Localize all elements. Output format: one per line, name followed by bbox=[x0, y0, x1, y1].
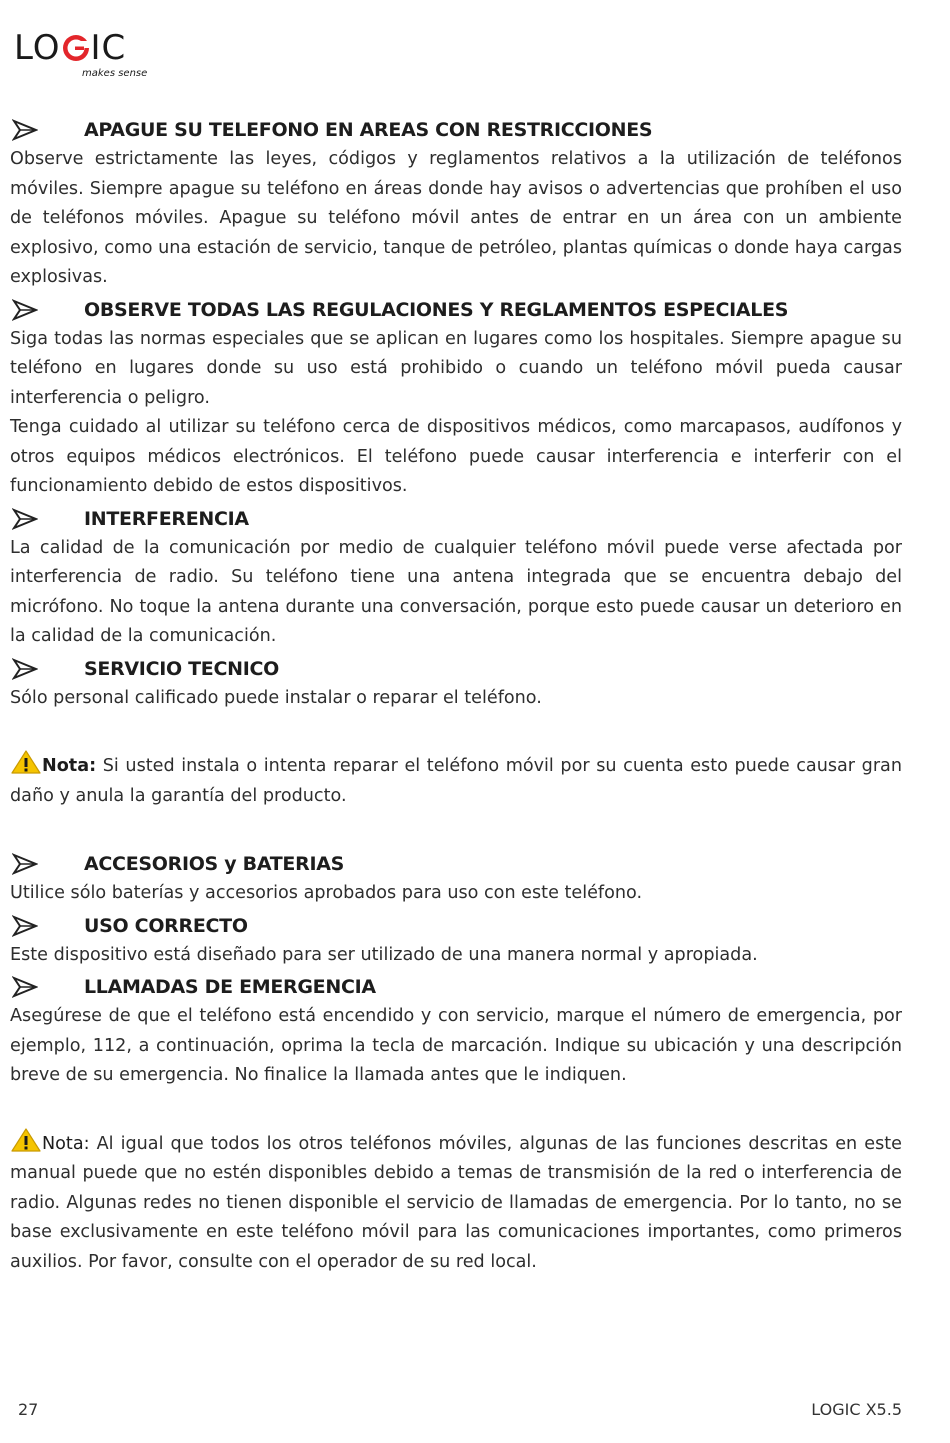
spacer bbox=[10, 1091, 902, 1127]
arrow-bullet-icon bbox=[12, 299, 38, 321]
note-label: Nota: bbox=[42, 1133, 90, 1154]
arrow-bullet-icon bbox=[12, 976, 38, 998]
note-block bbox=[10, 1127, 902, 1278]
note-text: Si usted instala o intenta reparar el teléfono móvil por su cuenta esto puede causar gran daño y anula la garantía del producto. bbox=[10, 756, 902, 806]
logo-tagline: makes sense bbox=[82, 68, 148, 79]
section-heading bbox=[10, 115, 902, 145]
arrow-bullet-icon bbox=[12, 658, 38, 680]
section-heading bbox=[10, 504, 902, 534]
logo-g-icon bbox=[62, 34, 90, 62]
spacer bbox=[10, 713, 902, 749]
arrow-bullet-icon bbox=[12, 915, 38, 937]
logo-wordmark bbox=[14, 28, 154, 68]
section-title: ACCESORIOS y BATERIAS bbox=[84, 853, 344, 875]
arrow-bullet-icon bbox=[12, 508, 38, 530]
section-paragraph: Sólo personal calificado puede instalar o reparar el teléfono. bbox=[10, 687, 542, 708]
section-paragraph: Asegúrese de que el teléfono está encendido y con servicio, marque el número de emergencia, por ejemplo, 112, a continuación, oprima la tecla de marcación. Indique su ubicación y una descripción breve de su emergencia. No finalice la llamada antes que le indiquen. bbox=[10, 1006, 902, 1085]
warning-icon bbox=[10, 749, 42, 775]
spacer bbox=[10, 811, 902, 847]
section-title: INTERFERENCIA bbox=[84, 507, 249, 530]
section-paragraph: Utilice sólo baterías y accesorios aprobados para uso con este teléfono. bbox=[10, 883, 643, 903]
page-number: 27 bbox=[18, 1400, 39, 1419]
section-paragraph: Tenga cuidado al utilizar su teléfono cerca de dispositivos médicos, como marcapasos, audífonos y otros equipos médicos electrónicos. El teléfono puede causar interferencia e interferir con el funcionamiento debido de estos dispositivos. bbox=[10, 417, 902, 496]
warning-icon bbox=[10, 1127, 42, 1153]
section-paragraph: Observe estrictamente las leyes, códigos y reglamentos relativos a la utilización de teléfonos móviles. Siempre apague su teléfono en áreas donde hay avisos o advertencias que prohíben el uso de teléfonos móviles. Apague su teléfono móvil antes de entrar en un área con un ambiente explosivo, como una estación de servicio, tanque de petróleo, plantas químicas o donde haya cargas explosivas. bbox=[10, 149, 902, 287]
note-label: Nota: bbox=[42, 756, 97, 776]
section-title: SERVICIO TECNICO bbox=[84, 657, 279, 680]
footer-model: LOGIC X5.5 bbox=[811, 1400, 902, 1419]
logo-text-post: IC bbox=[90, 28, 127, 68]
section-heading bbox=[10, 911, 902, 941]
section-title: APAGUE SU TELEFONO EN AREAS CON RESTRICCIONES bbox=[84, 119, 653, 141]
arrow-bullet-icon bbox=[12, 853, 38, 875]
page-content bbox=[10, 113, 902, 1277]
section-paragraph: La calidad de la comunicación por medio de cualquier teléfono móvil puede verse afectada por interferencia de radio. Su teléfono tiene una antena integrada que se encuentra debajo del micrófono. No toque la antena durante una conversación, porque esto puede causar un deterioro en la calidad de la comunicación. bbox=[10, 537, 902, 646]
section-title: LLAMADAS DE EMERGENCIA bbox=[84, 976, 376, 998]
section-paragraph: Este dispositivo está diseñado para ser utilizado de una manera normal y apropiada. bbox=[10, 944, 758, 965]
arrow-bullet-icon bbox=[12, 119, 38, 141]
section-heading bbox=[10, 972, 902, 1002]
section-heading bbox=[10, 849, 902, 879]
section-paragraph: Siga todas las normas especiales que se aplican en lugares como los hospitales. Siempre apague su teléfono en lugares donde su uso está prohibido o cuando un teléfono móvil pueda causar interferencia o peligro. bbox=[10, 328, 902, 408]
section-heading bbox=[10, 654, 902, 684]
note-block bbox=[10, 749, 902, 811]
section-title: OBSERVE TODAS LAS REGULACIONES Y REGLAMENTOS ESPECIALES bbox=[84, 298, 789, 321]
logo-text-pre: LO bbox=[14, 28, 61, 68]
section-title: USO CORRECTO bbox=[84, 914, 248, 937]
section-heading bbox=[10, 295, 902, 325]
logo bbox=[14, 28, 154, 84]
note-text: Al igual que todos los otros teléfonos móviles, algunas de las funciones descritas en este manual puede que no estén disponibles debido a temas de transmisión de la red o interferencia de radio. Algunas redes no tienen disponible el servicio de llamadas de emergencia. Por lo tanto, no se base exclusivamente en este teléfono móvil para las comunicaciones importantes, como primeros auxilios. Por favor, consulte con el operador de su red local. bbox=[10, 1133, 902, 1272]
